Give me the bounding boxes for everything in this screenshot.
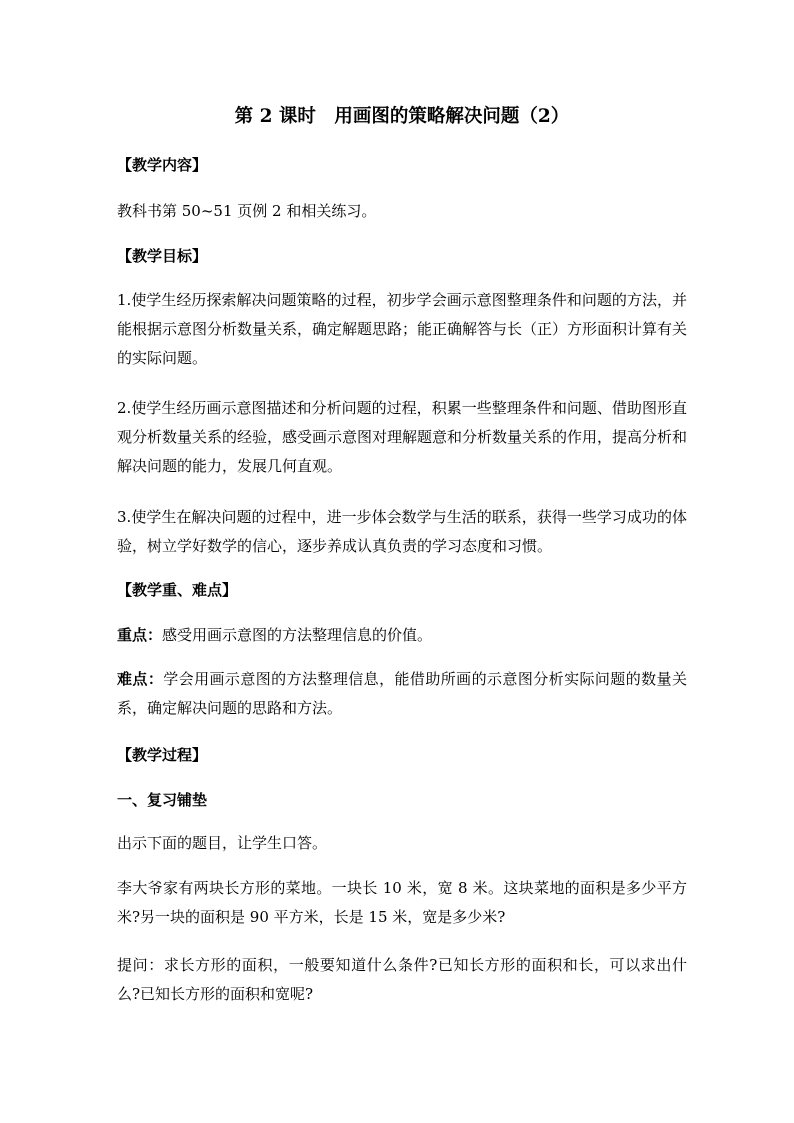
section-heading-goals: 【教学目标】 <box>117 247 208 265</box>
content-text: 教科书第 50~51 页例 2 和相关练习。 <box>117 202 377 220</box>
step-heading-review: 一、复习铺垫 <box>117 791 208 809</box>
question-paragraph: 提问：求长方形的面积，一般要知道什么条件?已知长方形的面积和长，可以求出什么?已知长方形的面积和宽呢? <box>117 956 687 1003</box>
goal-paragraph-3: 3.使学生在解决问题的过程中，进一步体会数学与生活的联系，获得一些学习成功的体验，树立学好数学的信心，逐步养成认真负责的学习态度和习惯。 <box>117 508 687 555</box>
goal-paragraph-2: 2.使学生经历画示意图描述和分析问题的过程，积累一些整理条件和问题、借助图形直观分析数量关系的经验，感受画示意图对理解题意和分析数量关系的作用，提高分析和解决问题的能力，发展几何直观。 <box>117 399 688 475</box>
difficult-point-text: 学会用画示意图的方法整理信息，能借助所画的示意图分析实际问题的数量关系，确定解决问题的思路和方法。 <box>117 670 687 717</box>
key-point-text: 感受用画示意图的方法整理信息的价值。 <box>162 626 433 644</box>
section-heading-content: 【教学内容】 <box>117 156 208 174</box>
goal-paragraph-1: 1.使学生经历探索解决问题策略的过程，初步学会画示意图整理条件和问题的方法，并能根据示意图分析数量关系，确定解题思路；能正确解答与长（正）方形面积计算有关的实际问题。 <box>117 291 688 367</box>
difficult-point-paragraph <box>117 665 687 723</box>
page-title: 第 2 课时 用画图的策略解决问题（2） <box>234 106 570 127</box>
problem-paragraph: 李大爷家有两块长方形的菜地。一块长 10 米，宽 8 米。这块菜地的面积是多少平方米?另一块的面积是 90 平方米，长是 15 米，宽是多少米? <box>117 879 687 926</box>
section-heading-process: 【教学过程】 <box>117 746 208 764</box>
key-point-paragraph <box>117 621 687 650</box>
key-point-label: 重点： <box>117 626 163 644</box>
section-heading-key-points: 【教学重、难点】 <box>117 581 238 599</box>
difficult-point-label: 难点： <box>117 670 164 688</box>
step-intro-text: 出示下面的题目，让学生口答。 <box>117 834 328 852</box>
